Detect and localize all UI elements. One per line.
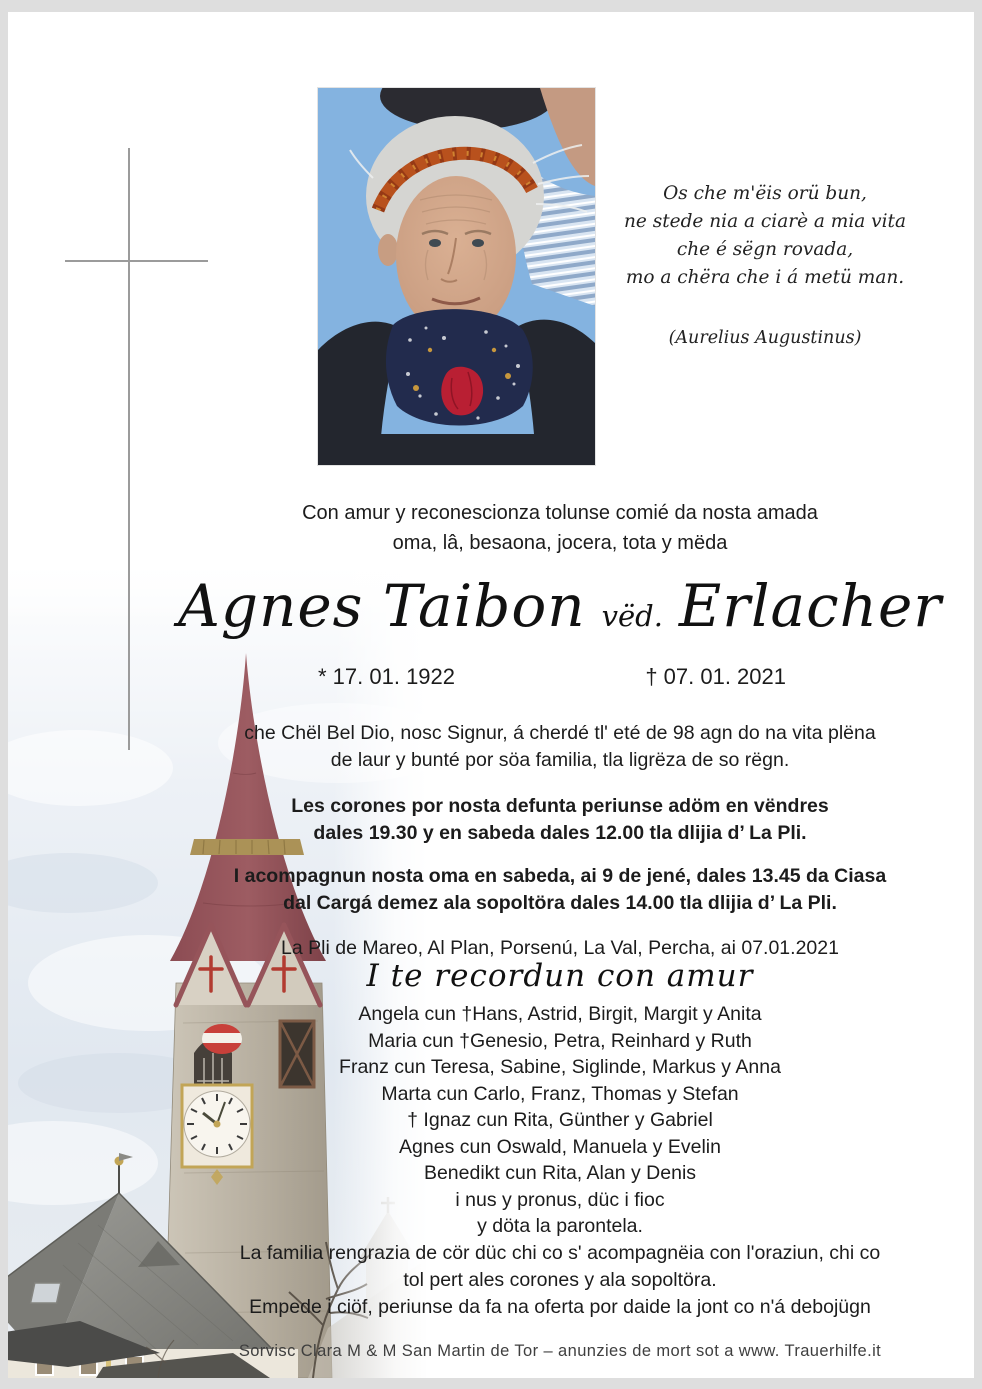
- thanks-line: Empede i ciöf, periunse da fa na oferta por daide la jont co n'á debojügn: [249, 1296, 871, 1318]
- remembrance-line: I te recordun con amur: [366, 958, 754, 994]
- memorial-cross-horizontal: [65, 260, 208, 262]
- quote-line: mo a chëra che i á metü man.: [625, 267, 905, 288]
- wake-paragraph: [160, 793, 960, 847]
- portrait-photo: [318, 88, 595, 465]
- life-dates: [318, 664, 786, 690]
- family-line: Marta cun Carlo, Franz, Thomas y Stefan: [381, 1082, 739, 1105]
- family-line: i nus y pronus, düc i fioc: [455, 1188, 665, 1211]
- quote-line: Os che m'ëis orü bun,: [663, 183, 867, 204]
- wake-line: dales 19.30 y en sabeda dales 12.00 tla dlijia d’ La Pli.: [313, 822, 807, 844]
- obituary-line: che Chël Bel Dio, nosc Signur, á cherdé tl' eté de 98 agn do na vita plëna: [244, 722, 876, 744]
- intro-line: Con amur y reconescionza tolunse comié da nosta amada: [302, 502, 818, 524]
- death-date: † 07. 01. 2021: [645, 664, 786, 689]
- footer-service-line: Sorvisc Clara M & M San Martin de Tor – anunzies de mort sot a www. Trauerhilfe.it: [238, 1342, 882, 1360]
- family-line: Angela cun †Hans, Astrid, Birgit, Margit y Anita: [358, 1003, 762, 1025]
- family-line: Franz cun Teresa, Sabine, Siglinde, Markus y Anna: [339, 1056, 781, 1078]
- family-list: [160, 1001, 960, 1240]
- quote-attribution: (Aurelius Augustinus): [668, 328, 862, 348]
- family-line: Agnes cun Oswald, Manuela y Evelin: [399, 1135, 721, 1158]
- quote-block: [612, 180, 918, 352]
- quote-line: ne stede nia a ciarè a mia vita: [623, 211, 907, 232]
- intro-line: oma, lâ, besaona, jocera, tota y mëda: [392, 532, 728, 554]
- family-line: Benedikt cun Rita, Alan y Denis: [423, 1162, 697, 1184]
- deceased-last-name: Erlacher: [678, 572, 943, 640]
- deceased-name-particle: vëd.: [601, 599, 663, 633]
- memorial-cross-vertical: [128, 148, 130, 750]
- quote-line: che é sëgn rovada,: [676, 239, 854, 260]
- funeral-paragraph: [160, 863, 960, 917]
- wake-line: Les corones por nosta defunta periunse adöm en vëndres: [291, 795, 829, 817]
- deceased-name: [160, 572, 960, 640]
- family-line: y döta la parontela.: [477, 1215, 643, 1237]
- birth-date: * 17. 01. 1922: [318, 664, 456, 689]
- thanks-paragraph: [160, 1240, 960, 1321]
- family-line: † Ignaz cun Rita, Günther y Gabriel: [407, 1109, 713, 1131]
- obituary-line: de laur y bunté por söa familia, tla ligrëza de so rëgn.: [330, 749, 790, 771]
- deceased-first-name: Agnes Taibon: [177, 572, 586, 640]
- intro-block: [160, 498, 960, 558]
- thanks-line: La familia rengrazia de cör düc chi co s' acompagnëia con l'oraziun, chi co: [239, 1242, 881, 1264]
- funeral-line: I acompagnun nosta oma en sabeda, ai 9 de jené, dales 13.45 da Ciasa: [233, 865, 887, 887]
- obituary-paragraph: [160, 720, 960, 774]
- place-date-line: La Pli de Mareo, Al Plan, Porsenú, La Val, Percha, ai 07.01.2021: [281, 937, 839, 959]
- family-line: Maria cun †Genesio, Petra, Reinhard y Ruth: [368, 1029, 752, 1052]
- thanks-line: tol pert ales corones y ala sopoltöra.: [403, 1269, 717, 1291]
- obituary-card: [8, 12, 974, 1378]
- funeral-line: dal Cargá demez ala sopoltöra dales 14.00 tla dlijia d’ La Pli.: [283, 892, 837, 914]
